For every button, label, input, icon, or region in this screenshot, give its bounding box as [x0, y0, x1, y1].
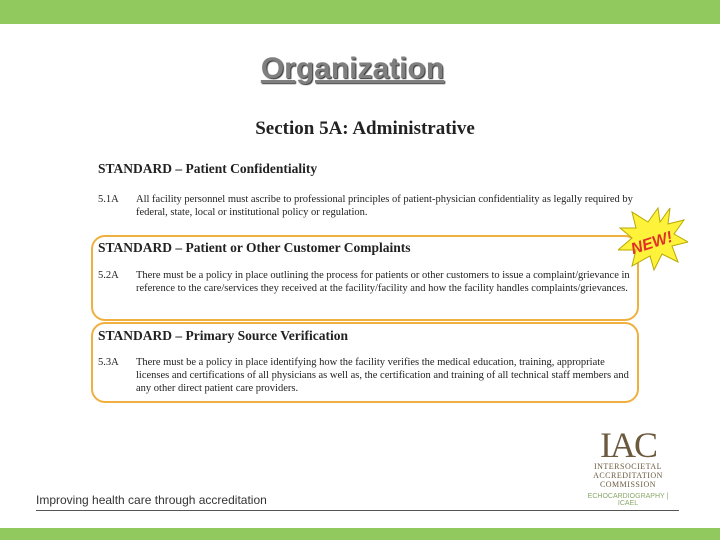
item-text: There must be a policy in place identifying how the facility verifies the medical education, training, appropriate licenses and certifications of all physicians as well as, the certification and training of all technical staff members and any other direct patient care providers.: [136, 357, 629, 394]
item-number: 5.3A: [98, 357, 119, 368]
standard-heading: STANDARD – Primary Source Verification: [98, 328, 348, 343]
logo-line: INTERSOCIETAL: [593, 462, 663, 471]
top-bar: [0, 0, 720, 24]
item-number: 5.1A: [98, 194, 119, 205]
standard-heading: STANDARD – Patient or Other Customer Complaints: [98, 240, 411, 255]
logo-mark: IAC: [600, 425, 656, 465]
standard-item: [98, 269, 636, 295]
section-heading: Section 5A: Administrative: [255, 118, 475, 139]
item-number: 5.2A: [98, 270, 119, 281]
item-text: There must be a policy in place outlining the process for patients or other customers to issue a complaint/grievance in reference to the care/services they received at the facility/facility and how the facility handles complaints/grievances.: [136, 270, 630, 294]
new-badge: [618, 206, 688, 272]
item-text: All facility personnel must ascribe to professional principles of patient-physician confidentiality as legally required by federal, state, local or institutional policy or regulation.: [136, 194, 633, 218]
slide-title: Organization: [260, 52, 445, 85]
logo-line: COMMISSION: [599, 480, 657, 489]
footer-tagline: Improving health care through accreditation: [36, 493, 267, 507]
starburst-icon: [618, 206, 688, 272]
standard-item: [98, 193, 636, 219]
iac-logo: [578, 425, 678, 507]
badge-text: NEW!: [628, 228, 675, 259]
standard-heading: STANDARD – Patient Confidentiality: [98, 161, 318, 176]
bottom-bar: [0, 528, 720, 540]
standard-item: [98, 356, 636, 395]
footer-divider: [36, 510, 679, 511]
logo-subtitle: ECHOCARDIOGRAPHY | ICAEL: [587, 493, 669, 507]
logo-line: ACCREDITATION: [593, 471, 663, 480]
